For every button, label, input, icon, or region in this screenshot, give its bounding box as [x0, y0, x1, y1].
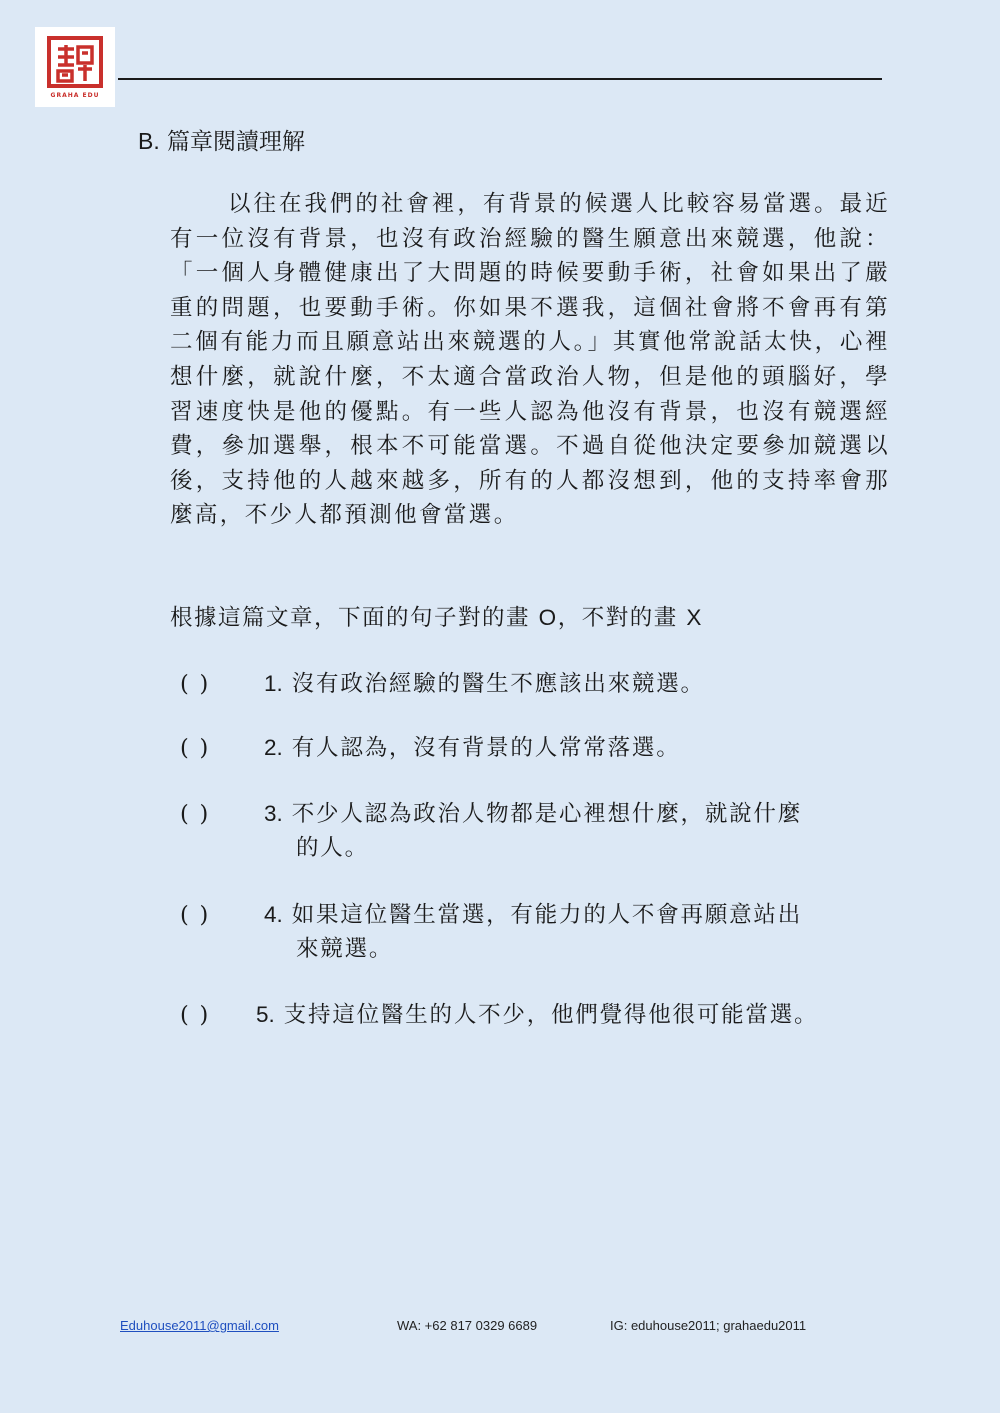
email-link[interactable]: Eduhouse2011@gmail.com	[120, 1318, 279, 1333]
reading-passage: 以往在我們的社會裡，有背景的候選人比較容易當選。最近有一位沒有背景，也沒有政治經驗的醫生願意出來競選，他說：「一個人身體健康出了大問題的時候要動手術，社會如果出了嚴重的問題，也要動手術。你如果不選我，這個社會將不會再有第二個有能力而且願意站出來競選的人。」其實他常說話太快，心裡想什麼，就說什麼，不太適合當政治人物，但是他的頭腦好，學習速度快是他的優點。有一些人認為他沒有背景，也沒有競選經費，參加選舉，根本不可能當選。不過自從他決定要參加競選以後，支持他的人越來越多，所有的人都沒想到，他的支持率會那麼高，不少人都預測他會當選。	[170, 191, 890, 529]
question-number: 5.	[256, 1002, 275, 1027]
answer-blank[interactable]: ( )	[180, 902, 211, 928]
logo-caption: GRAHA EDU	[50, 92, 100, 99]
question-text: 有人認為，沒有背景的人常常落選。	[291, 735, 681, 761]
footer-ig: IG: eduhouse2011; grahaedu2011	[610, 1318, 807, 1333]
question-text-continued: 來競選。	[296, 936, 394, 962]
question-number: 2.	[264, 735, 283, 760]
question-5	[180, 998, 818, 1032]
header-divider	[118, 78, 882, 80]
instruction	[170, 600, 703, 632]
question-2	[180, 731, 681, 765]
footer-wa: WA: +62 817 0329 6689	[397, 1318, 538, 1333]
section-title-text: 篇章閱讀理解	[167, 129, 306, 155]
question-text-continued: 的人。	[296, 835, 369, 861]
footer-email	[120, 1318, 279, 1333]
answer-blank[interactable]: ( )	[180, 1002, 211, 1028]
question-text: 不少人認為政治人物都是心裡想什麼，就說什麼	[291, 801, 803, 827]
question-number: 3.	[264, 801, 283, 826]
section-title	[138, 123, 305, 156]
question-number: 1.	[264, 671, 283, 696]
true-mark: O	[538, 605, 558, 630]
question-text: 支持這位醫生的人不少，他們覺得他很可能當選。	[283, 1002, 819, 1028]
instruction-text: 根據這篇文章，下面的句子對的畫	[170, 605, 531, 631]
question-3	[180, 797, 802, 865]
question-4	[180, 898, 802, 966]
false-mark: X	[686, 605, 703, 630]
answer-blank[interactable]: ( )	[180, 735, 211, 761]
question-text: 如果這位醫生當選，有能力的人不會再願意站出	[291, 902, 803, 928]
instruction-separator: ，不對的畫	[557, 605, 678, 631]
section-letter: B.	[138, 128, 160, 154]
seal-logo-icon	[46, 35, 104, 89]
answer-blank[interactable]: ( )	[180, 801, 211, 827]
answer-blank[interactable]: ( )	[180, 671, 211, 697]
question-1	[180, 667, 705, 701]
question-number: 4.	[264, 902, 283, 927]
question-text: 沒有政治經驗的醫生不應該出來競選。	[291, 671, 705, 697]
logo	[35, 27, 115, 107]
